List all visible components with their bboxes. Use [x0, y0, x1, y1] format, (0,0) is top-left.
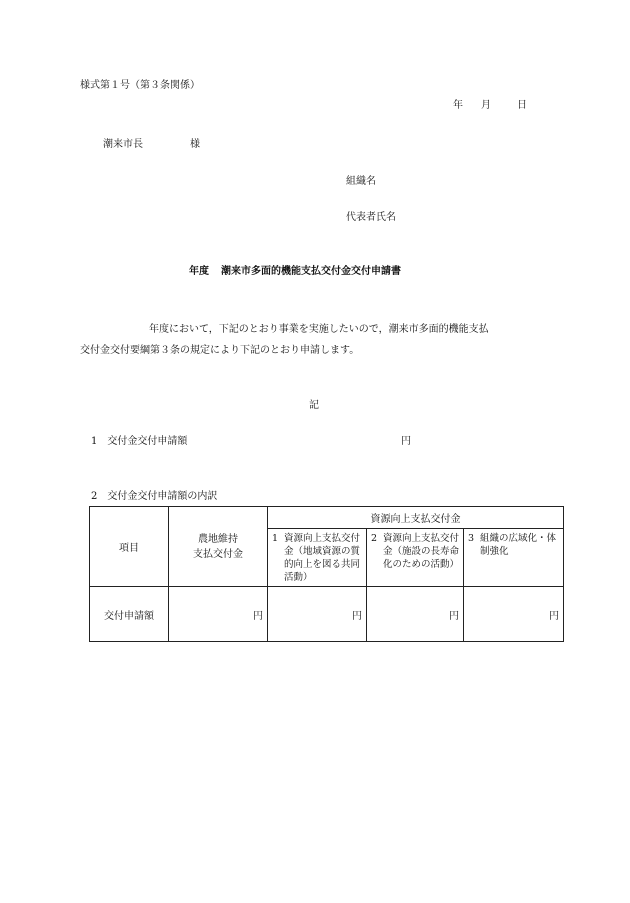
sub-col-3-text: 組織の広域化・体制強化	[480, 533, 557, 557]
sub-col-3-number: 3	[468, 533, 475, 544]
col-header-farmland-line2: 支払交付金	[193, 548, 243, 560]
item-2-heading	[91, 492, 217, 502]
row-label-application-amount: 交付申請額	[90, 587, 169, 642]
sub-col-2-text: 資源向上支払交付金（施設の長寿命化のための活動）	[383, 533, 460, 570]
sub-col-header-2	[367, 529, 464, 587]
sub-col-header-3	[464, 529, 564, 587]
col-header-farmland-line1: 農地維持	[198, 533, 238, 545]
amount-cell-resource-2[interactable]: 円	[367, 587, 464, 642]
item-1-heading	[91, 437, 187, 447]
date-day: 日	[517, 100, 527, 111]
item-1-yen-unit: 円	[401, 436, 411, 447]
col-header-farmland	[169, 507, 268, 587]
item-2-number: 2	[91, 491, 98, 502]
form-number-label: 様式第１号（第３条関係）	[80, 80, 200, 91]
col-header-item: 項目	[90, 507, 169, 587]
sub-col-1-text: 資源向上支払交付金（地域資源の質的向上を図る共同活動）	[284, 533, 361, 583]
title-fiscal-year: 年度	[189, 266, 209, 277]
amount-cell-resource-1[interactable]: 円	[268, 587, 367, 642]
item-2-label: 交付金交付申請額の内訳	[107, 491, 218, 502]
item-1-number: 1	[91, 436, 98, 447]
breakdown-table	[89, 506, 564, 642]
amount-cell-resource-3[interactable]: 円	[464, 587, 564, 642]
col-header-resource-group: 資源向上支払交付金	[268, 507, 564, 529]
date-year: 年	[453, 100, 463, 111]
addressee-line	[103, 140, 200, 150]
ki-heading: 記	[309, 400, 319, 411]
organization-name-label: 組織名	[346, 176, 376, 187]
date-month: 月	[481, 100, 491, 111]
sub-col-2-number: 2	[371, 533, 378, 544]
sub-col-header-1	[268, 529, 367, 587]
representative-name-label: 代表者氏名	[346, 212, 396, 223]
addressee-honorific: 様	[190, 139, 200, 150]
amount-cell-farmland[interactable]: 円	[169, 587, 268, 642]
body-text-line-1: 年度において，下記のとおり事業を実施したいので，潮来市多面的機能支払	[149, 324, 489, 335]
title-text: 潮来市多面的機能支払交付金交付申請書	[221, 266, 401, 277]
sub-col-1-number: 1	[272, 533, 279, 544]
date-line	[453, 101, 527, 111]
addressee-name: 潮来市長	[103, 139, 143, 150]
document-title	[189, 267, 401, 277]
body-text-line-2: 交付金交付要綱第３条の規定により下記のとおり申請します。	[80, 345, 360, 356]
item-1-label: 交付金交付申請額	[107, 436, 188, 447]
